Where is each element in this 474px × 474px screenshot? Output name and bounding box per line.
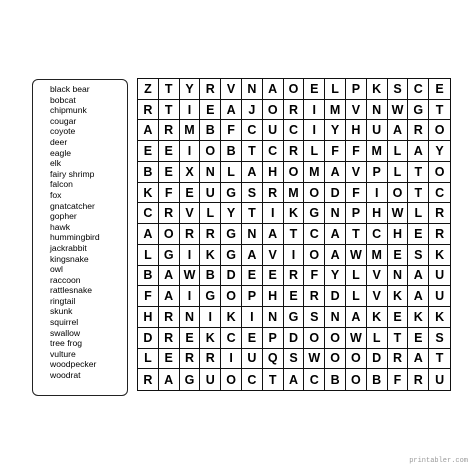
grid-cell[interactable]: R	[304, 286, 325, 307]
grid-cell[interactable]: E	[429, 79, 450, 100]
grid-cell[interactable]: Y	[325, 120, 346, 141]
grid-cell[interactable]: D	[221, 266, 242, 287]
grid-cell[interactable]: B	[138, 266, 159, 287]
grid-cell[interactable]: O	[429, 162, 450, 183]
grid-cell[interactable]: T	[242, 203, 263, 224]
grid-cell[interactable]: C	[284, 120, 305, 141]
grid-cell[interactable]: P	[346, 203, 367, 224]
grid-cell[interactable]: G	[284, 307, 305, 328]
grid-cell[interactable]: N	[388, 266, 409, 287]
grid-cell[interactable]: B	[221, 141, 242, 162]
grid-cell[interactable]: E	[159, 162, 180, 183]
grid-cell[interactable]: N	[263, 307, 284, 328]
grid-cell[interactable]: R	[429, 203, 450, 224]
grid-cell[interactable]: A	[263, 79, 284, 100]
grid-cell[interactable]: W	[388, 203, 409, 224]
word-list-item: vulture	[50, 348, 76, 359]
grid-cell[interactable]: B	[200, 266, 221, 287]
grid-cell[interactable]: E	[388, 245, 409, 266]
grid-cell[interactable]: E	[138, 141, 159, 162]
grid-cell[interactable]: X	[180, 162, 201, 183]
word-list-item: gnatcatcher	[50, 200, 95, 211]
grid-cell[interactable]: M	[367, 141, 388, 162]
grid-cell[interactable]: F	[346, 141, 367, 162]
grid-cell[interactable]: C	[304, 224, 325, 245]
grid-cell[interactable]: Y	[325, 266, 346, 287]
word-list-item: ringtail	[50, 295, 76, 306]
grid-cell[interactable]: S	[388, 79, 409, 100]
grid-cell[interactable]: S	[304, 307, 325, 328]
grid-cell[interactable]: K	[408, 307, 429, 328]
grid-cell[interactable]: L	[408, 203, 429, 224]
grid-cell[interactable]: E	[388, 307, 409, 328]
grid-cell[interactable]: C	[408, 79, 429, 100]
grid-cell[interactable]: Y	[429, 141, 450, 162]
grid-cell[interactable]: L	[200, 203, 221, 224]
grid-cell[interactable]: F	[159, 183, 180, 204]
grid-cell[interactable]: T	[429, 100, 450, 121]
grid-cell[interactable]: H	[263, 286, 284, 307]
grid-cell[interactable]: O	[200, 141, 221, 162]
grid-cell[interactable]: B	[325, 369, 346, 390]
grid-cell[interactable]: T	[159, 79, 180, 100]
grid-cell[interactable]: L	[346, 286, 367, 307]
grid-cell[interactable]: K	[284, 203, 305, 224]
grid-cell[interactable]: U	[242, 349, 263, 370]
grid-cell[interactable]: E	[242, 266, 263, 287]
grid-cell[interactable]: J	[242, 100, 263, 121]
grid-cell[interactable]: O	[284, 162, 305, 183]
word-list-item: jackrabbit	[50, 242, 87, 253]
grid-cell[interactable]: S	[408, 245, 429, 266]
grid-cell[interactable]: U	[429, 286, 450, 307]
grid-cell[interactable]: W	[388, 100, 409, 121]
grid-cell[interactable]: I	[180, 286, 201, 307]
grid-cell[interactable]: K	[221, 307, 242, 328]
grid-cell[interactable]: C	[429, 183, 450, 204]
grid-cell[interactable]: R	[138, 369, 159, 390]
grid-cell[interactable]: A	[159, 266, 180, 287]
grid-cell[interactable]: D	[284, 328, 305, 349]
grid-cell[interactable]: T	[429, 349, 450, 370]
grid-cell[interactable]: R	[180, 349, 201, 370]
grid-cell[interactable]: K	[388, 286, 409, 307]
grid-cell[interactable]: Z	[138, 79, 159, 100]
grid-cell[interactable]: U	[263, 120, 284, 141]
grid-cell[interactable]: H	[346, 120, 367, 141]
grid-cell[interactable]: C	[263, 141, 284, 162]
grid-cell[interactable]: A	[242, 162, 263, 183]
word-list-item: chipmunk	[50, 105, 87, 116]
word-list-item: owl	[50, 264, 63, 275]
grid-cell[interactable]: E	[159, 141, 180, 162]
grid-cell[interactable]: G	[200, 286, 221, 307]
grid-cell[interactable]: V	[367, 286, 388, 307]
grid-cell[interactable]: N	[325, 203, 346, 224]
grid-cell[interactable]: F	[221, 120, 242, 141]
grid-cell[interactable]: L	[138, 245, 159, 266]
grid-cell[interactable]: E	[180, 183, 201, 204]
grid-cell[interactable]: O	[304, 245, 325, 266]
grid-cell[interactable]: R	[429, 224, 450, 245]
grid-cell[interactable]: I	[180, 141, 201, 162]
grid-cell[interactable]: S	[284, 349, 305, 370]
grid-cell[interactable]: T	[408, 162, 429, 183]
grid-cell[interactable]: R	[284, 266, 305, 287]
grid-cell[interactable]: D	[325, 183, 346, 204]
word-list-item: raccoon	[50, 274, 81, 285]
grid-cell[interactable]: C	[367, 224, 388, 245]
grid-cell[interactable]: O	[304, 328, 325, 349]
grid-cell[interactable]: K	[429, 245, 450, 266]
word-list-item: eagle	[50, 147, 72, 158]
grid-cell[interactable]: O	[263, 100, 284, 121]
word-list-item: black bear	[50, 84, 90, 94]
grid-cell[interactable]: G	[221, 183, 242, 204]
grid-cell[interactable]: T	[242, 141, 263, 162]
grid-cell[interactable]: B	[367, 369, 388, 390]
word-list-item: woodpecker	[50, 359, 97, 370]
grid-cell[interactable]: E	[304, 79, 325, 100]
grid-cell[interactable]: C	[221, 328, 242, 349]
grid-cell[interactable]: U	[200, 183, 221, 204]
word-list-item: fairy shrimp	[50, 168, 95, 179]
word-list-panel	[32, 79, 128, 396]
grid-cell[interactable]: K	[200, 245, 221, 266]
grid-cell[interactable]: P	[346, 79, 367, 100]
grid-cell[interactable]: A	[388, 120, 409, 141]
grid-cell[interactable]: N	[242, 79, 263, 100]
grid-cell[interactable]: H	[367, 203, 388, 224]
word-list-item: tree frog	[50, 338, 83, 349]
grid-cell[interactable]: M	[180, 120, 201, 141]
grid-cell[interactable]: L	[325, 79, 346, 100]
grid-cell[interactable]: B	[138, 162, 159, 183]
grid-cell[interactable]: A	[159, 286, 180, 307]
grid-cell[interactable]: A	[138, 224, 159, 245]
grid-cell[interactable]: W	[346, 328, 367, 349]
grid-cell[interactable]: K	[367, 79, 388, 100]
grid-cell[interactable]: N	[367, 100, 388, 121]
word-list-item: fox	[50, 189, 62, 200]
grid-cell[interactable]: I	[180, 100, 201, 121]
grid-cell[interactable]: F	[138, 286, 159, 307]
grid-cell[interactable]: N	[325, 307, 346, 328]
grid-cell[interactable]: I	[200, 307, 221, 328]
grid-cell[interactable]: E	[242, 328, 263, 349]
grid-cell[interactable]: O	[325, 349, 346, 370]
grid-cell[interactable]: L	[138, 349, 159, 370]
grid-cell[interactable]: R	[159, 203, 180, 224]
grid-cell[interactable]: A	[284, 369, 305, 390]
grid-cell[interactable]: R	[159, 120, 180, 141]
grid-cell[interactable]: E	[263, 266, 284, 287]
grid-cell[interactable]: L	[388, 141, 409, 162]
grid-cell[interactable]: B	[200, 120, 221, 141]
grid-cell[interactable]: S	[242, 183, 263, 204]
grid-cell[interactable]: I	[180, 245, 201, 266]
grid-cell[interactable]: O	[388, 183, 409, 204]
grid-cell[interactable]: M	[325, 100, 346, 121]
grid-cell[interactable]: R	[263, 183, 284, 204]
grid-cell[interactable]: A	[325, 245, 346, 266]
grid-cell[interactable]: Y	[180, 79, 201, 100]
grid-cell[interactable]: M	[284, 183, 305, 204]
grid-cell[interactable]: R	[200, 224, 221, 245]
grid-cell[interactable]: I	[304, 120, 325, 141]
grid-cell[interactable]: E	[284, 286, 305, 307]
grid-cell[interactable]: O	[221, 369, 242, 390]
grid-cell[interactable]: R	[200, 79, 221, 100]
word-list-item: skunk	[50, 306, 73, 317]
grid-cell[interactable]: C	[242, 120, 263, 141]
grid-cell[interactable]: A	[408, 286, 429, 307]
grid-cell[interactable]: U	[435, 372, 445, 387]
grid-cell[interactable]: K	[429, 307, 450, 328]
grid-cell[interactable]: F	[346, 183, 367, 204]
grid-cell[interactable]: N	[242, 224, 263, 245]
word-list-item: woodrat	[50, 370, 81, 381]
grid-cell[interactable]: C	[304, 369, 325, 390]
grid-cell[interactable]: G	[221, 224, 242, 245]
grid-cell[interactable]: H	[138, 307, 159, 328]
word-list-item: rattlesnake	[50, 285, 93, 296]
grid-cell[interactable]: A	[159, 369, 180, 390]
grid-cell[interactable]: G	[180, 369, 201, 390]
word-list-item: falcon	[50, 179, 73, 190]
grid-cell[interactable]: L	[346, 266, 367, 287]
grid-cell[interactable]: R	[284, 141, 305, 162]
grid-cell[interactable]: R	[284, 100, 305, 121]
grid-cell[interactable]: V	[180, 203, 201, 224]
word-list-item: cougar	[50, 115, 77, 126]
grid-cell[interactable]: T	[159, 100, 180, 121]
grid-cell[interactable]: T	[388, 328, 409, 349]
grid-cell[interactable]: D	[325, 286, 346, 307]
grid-cell[interactable]: R	[200, 349, 221, 370]
grid-cell[interactable]: L	[388, 162, 409, 183]
grid-cell[interactable]: L	[367, 328, 388, 349]
word-list-item: hawk	[50, 221, 71, 232]
grid-cell[interactable]: O	[304, 183, 325, 204]
grid-cell[interactable]: M	[304, 162, 325, 183]
grid-cell[interactable]: A	[346, 307, 367, 328]
grid-cell[interactable]: O	[325, 328, 346, 349]
grid-cell[interactable]: O	[159, 224, 180, 245]
grid-cell[interactable]: R	[408, 369, 429, 390]
grid-cell[interactable]: K	[138, 183, 159, 204]
grid-cell[interactable]: O	[346, 349, 367, 370]
grid-cell[interactable]: Q	[263, 349, 284, 370]
grid-cell[interactable]: A	[408, 266, 429, 287]
grid-cell[interactable]: C	[242, 369, 263, 390]
grid-cell[interactable]: R	[388, 349, 409, 370]
word-list-item: swallow	[50, 327, 81, 338]
grid-cell[interactable]: W	[304, 349, 325, 370]
grid-cell[interactable]: H	[388, 224, 409, 245]
grid-cell[interactable]: A	[408, 349, 429, 370]
grid-cell[interactable]: T	[408, 183, 429, 204]
grid-cell[interactable]: I	[263, 203, 284, 224]
grid-cell[interactable]: L	[304, 141, 325, 162]
grid-cell[interactable]: V	[346, 100, 367, 121]
grid-cell[interactable]: N	[180, 307, 201, 328]
grid-cell[interactable]: O	[221, 286, 242, 307]
grid-cell[interactable]: Y	[221, 203, 242, 224]
grid-cell[interactable]: E	[200, 100, 221, 121]
grid-cell[interactable]: H	[263, 162, 284, 183]
grid-cell[interactable]: M	[367, 245, 388, 266]
grid-cell[interactable]: G	[221, 245, 242, 266]
word-list-item: coyote	[50, 126, 76, 137]
grid-cell[interactable]: P	[263, 328, 284, 349]
grid-cell[interactable]: K	[367, 307, 388, 328]
grid-cell[interactable]: F	[325, 141, 346, 162]
grid-cell[interactable]: O	[346, 369, 367, 390]
grid-cell[interactable]: R	[180, 224, 201, 245]
grid-cell[interactable]: R	[159, 307, 180, 328]
grid-cell[interactable]: U	[429, 266, 450, 287]
grid-cell[interactable]: E	[408, 328, 429, 349]
grid-cell[interactable]: G	[159, 245, 180, 266]
grid-cell[interactable]: V	[346, 162, 367, 183]
grid-cell[interactable]: A	[242, 245, 263, 266]
grid-cell[interactable]: N	[200, 162, 221, 183]
grid-cell[interactable]: U	[367, 120, 388, 141]
grid-cell[interactable]: P	[242, 286, 263, 307]
word-list-item: deer	[50, 136, 68, 147]
grid-cell[interactable]: I	[242, 307, 263, 328]
grid-cell[interactable]: L	[221, 162, 242, 183]
grid-cell[interactable]: F	[304, 266, 325, 287]
grid-cell[interactable]: G	[304, 203, 325, 224]
grid-cell[interactable]: A	[138, 120, 159, 141]
word-list-item: elk	[50, 158, 61, 169]
grid-cell[interactable]: T	[284, 224, 305, 245]
grid-cell[interactable]: K	[200, 328, 221, 349]
grid-cell[interactable]: V	[263, 245, 284, 266]
word-list-item: bobcat	[50, 94, 76, 105]
grid-cell[interactable]: U	[200, 369, 221, 390]
grid-cell[interactable]: S	[429, 328, 450, 349]
grid-cell[interactable]: D	[367, 349, 388, 370]
grid-cell[interactable]: I	[304, 100, 325, 121]
grid-cell[interactable]: A	[263, 224, 284, 245]
grid-cell[interactable]: I	[221, 349, 242, 370]
grid-cell[interactable]: W	[346, 245, 367, 266]
word-list-item: gopher	[50, 211, 77, 222]
grid-cell[interactable]: A	[408, 141, 429, 162]
grid-cell[interactable]: I	[284, 245, 305, 266]
word-list-item: squirrel	[50, 317, 79, 328]
grid-cell[interactable]: A	[325, 162, 346, 183]
grid-cell[interactable]: D	[138, 328, 159, 349]
grid-cell[interactable]: E	[408, 224, 429, 245]
grid-cell[interactable]: R	[408, 120, 429, 141]
grid-cell[interactable]: G	[408, 100, 429, 121]
grid-cell[interactable]: F	[388, 369, 409, 390]
grid-cell[interactable]: A	[325, 224, 346, 245]
letter-grid	[137, 78, 451, 391]
word-list-item: hummingbird	[50, 232, 100, 243]
grid-cell[interactable]: R	[159, 328, 180, 349]
grid-cell[interactable]: E	[180, 328, 201, 349]
grid-cell[interactable]: C	[138, 203, 159, 224]
grid-cell[interactable]: O	[284, 79, 305, 100]
grid-cell[interactable]: E	[159, 349, 180, 370]
grid-cell[interactable]: V	[221, 79, 242, 100]
grid-cell[interactable]: R	[138, 100, 159, 121]
word-list-item: kingsnake	[50, 253, 89, 264]
grid-cell[interactable]: I	[367, 183, 388, 204]
grid-cell[interactable]: T	[346, 224, 367, 245]
grid-cell[interactable]: A	[221, 100, 242, 121]
grid-cell[interactable]: W	[180, 266, 201, 287]
grid-cell[interactable]: P	[367, 162, 388, 183]
grid-cell[interactable]: T	[263, 369, 284, 390]
grid-cell[interactable]: V	[367, 266, 388, 287]
watermark: printabler.com	[409, 457, 468, 465]
grid-cell[interactable]: O	[429, 120, 450, 141]
